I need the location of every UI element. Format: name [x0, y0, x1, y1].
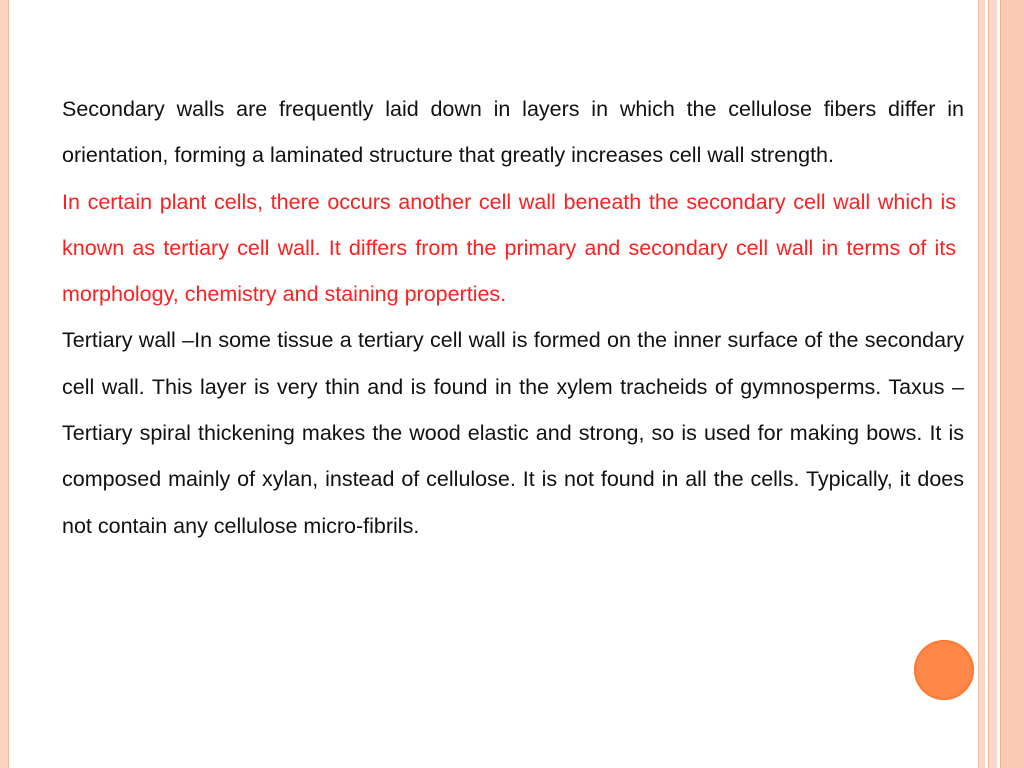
- tertiary-intro-paragraph: In certain plant cells, there occurs another cell wall beneath the secondary cell wall which is known as tertiary cell wall. It differs from the primary and secondary cell wall in terms of its morphology, chemistry and staining properties.: [62, 189, 956, 307]
- secondary-wall-paragraph: Secondary walls are frequently laid down in layers in which the cellulose fibers differ in orientation, forming a laminated structure that greatly increases cell wall strength.: [62, 97, 964, 168]
- tertiary-wall-paragraph: Tertiary wall –In some tissue a tertiary cell wall is formed on the inner surface of the secondary cell wall. This layer is very thin and is found in the xylem tracheids of gymnosperms. Taxus – Tertiary spiral thickening makes the wood elastic and strong, so is used for making bows. It is composed mainly of xylan, instead of cellulose. It is not found in all the cells. Typically, it does not contain any cellulose micro-fibrils.: [62, 328, 964, 538]
- slide-body: [62, 86, 964, 549]
- orange-circle-decoration: [914, 640, 974, 700]
- right-border-stripe-2: [988, 0, 997, 768]
- right-border-stripe-3: [1000, 0, 1024, 768]
- left-border-bar: [0, 0, 9, 768]
- right-border-stripe-1: [978, 0, 985, 768]
